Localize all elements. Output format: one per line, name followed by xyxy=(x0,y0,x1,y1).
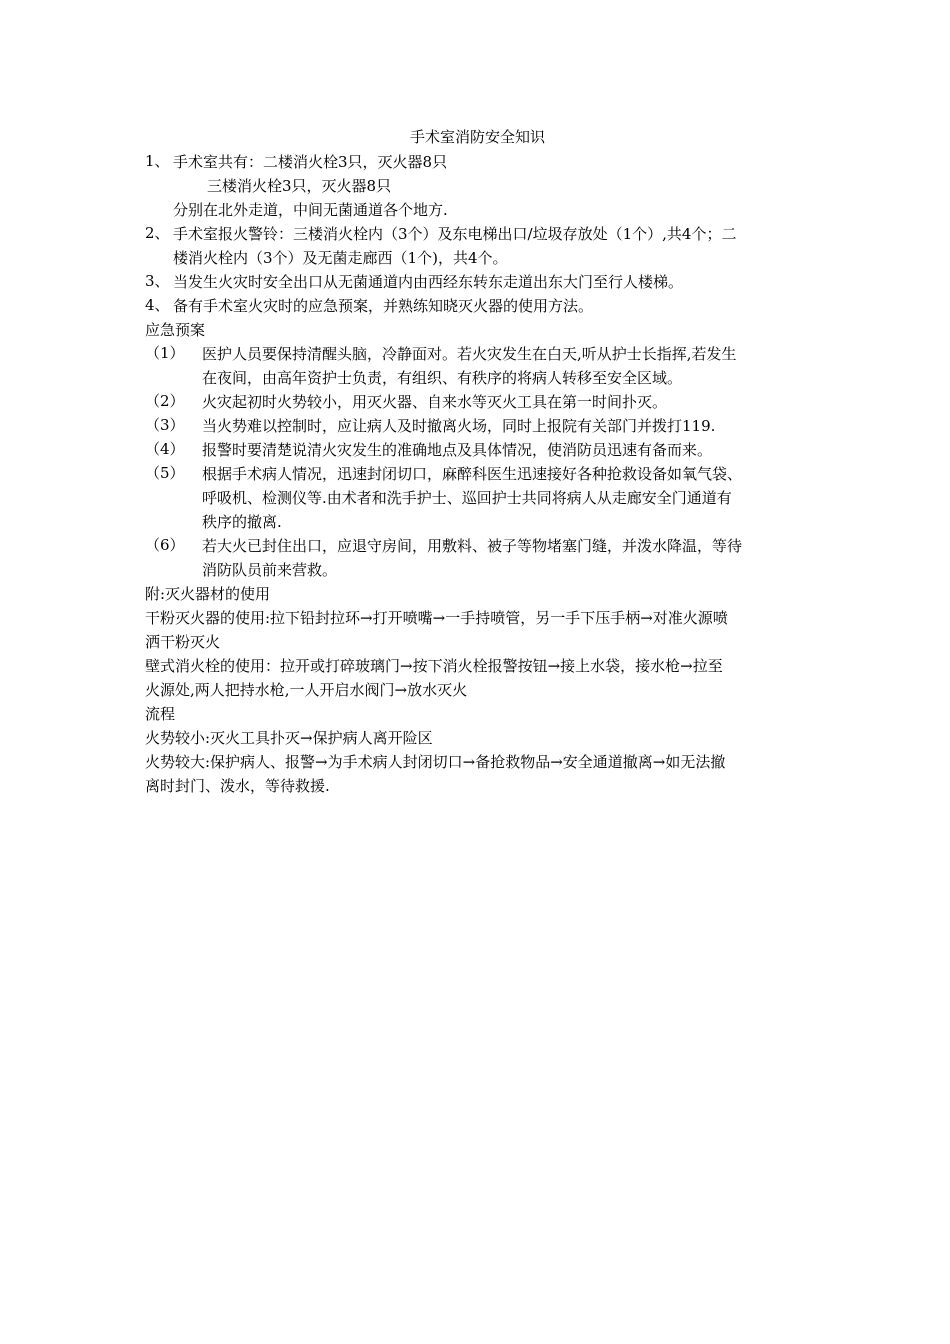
plan-item-line: 当火势难以控制时，应让病人及时撤离火场，同时上报院有关部门并拨打119. xyxy=(202,417,716,435)
plan-item-line: 报警时要清楚说清火灾发生的准确地点及具体情况，使消防员迅速有备而来。 xyxy=(202,441,713,459)
plan-item-number: （5） xyxy=(145,464,185,482)
list-item-4 xyxy=(145,294,810,318)
list-item-line: 备有手术室火灾时的应急预案，并熟练知晓灭火器的使用方法。 xyxy=(173,297,594,315)
plan-item-line: 消防队员前来营救。 xyxy=(202,561,338,579)
plan-item-text xyxy=(202,390,810,414)
plan-item-1 xyxy=(145,342,810,390)
list-item-tail-line: 分别在北外走道，中间无菌通道各个地方. xyxy=(173,201,448,219)
plan-item-number: （3） xyxy=(145,416,185,434)
list-item-line: 手术室共有：二楼消火栓3只，灭火器8只 xyxy=(173,153,448,171)
list-item-line: 当发生火灾时安全出口从无菌通道内由西经东转东走道出东大门至行人楼梯。 xyxy=(173,273,684,291)
appendix-paragraph-hydrant xyxy=(145,654,810,702)
list-item-text xyxy=(173,270,810,294)
paragraph-line: 洒干粉灭火 xyxy=(145,633,221,651)
appendix-paragraph-extinguisher xyxy=(145,606,810,654)
plan-item-6 xyxy=(145,534,810,582)
plan-heading: 应急预案 xyxy=(145,321,206,339)
plan-item-text xyxy=(202,414,810,438)
plan-item-line: 根据手术病人情况，迅速封闭切口，麻醉科医生迅速接好各种抢救设备如氧气袋、 xyxy=(202,465,743,483)
document-body xyxy=(145,124,810,798)
list-item-number: 4、 xyxy=(145,296,170,314)
plan-item-line: 医护人员要保持清醒头脑，冷静面对。若火灾发生在白天,听从护士长指挥,若发生 xyxy=(202,345,737,363)
plan-item-number: （2） xyxy=(145,392,185,410)
paragraph-line: 火势较小:灭火工具扑灭→保护病人离开险区 xyxy=(145,729,433,747)
list-item-1 xyxy=(145,150,810,174)
plan-item-line: 在夜间，由高年资护士负责，有组织、有秩序的将病人转移至安全区域。 xyxy=(202,369,683,387)
plan-item-3 xyxy=(145,414,810,438)
plan-item-text xyxy=(202,342,810,390)
flow-paragraph-small-fire xyxy=(145,726,810,750)
plan-item-text xyxy=(202,438,810,462)
list-item-3 xyxy=(145,270,810,294)
paragraph-line: 干粉灭火器的使用:拉下铅封拉环→打开喷嘴→一手持喷管，另一手下压手柄→对准火源喷 xyxy=(145,609,728,627)
plan-item-number: （1） xyxy=(145,344,185,362)
flow-paragraph-large-fire xyxy=(145,750,810,798)
plan-item-5 xyxy=(145,462,810,534)
list-item-text xyxy=(173,222,810,270)
list-item-text xyxy=(173,294,810,318)
list-item-number: 3、 xyxy=(145,272,170,290)
paragraph-line: 火源处,两人把持水枪,一人开启水阀门→放水灭火 xyxy=(145,681,468,699)
paragraph-line: 壁式消火栓的使用：拉开或打碎玻璃门→按下消火栓报警按钮→接上水袋，接水枪→拉至 xyxy=(145,657,723,675)
appendix-heading: 附:灭火器材的使用 xyxy=(145,585,271,603)
plan-item-number: （4） xyxy=(145,440,185,458)
plan-item-line: 呼吸机、检测仪等.由术者和洗手护士、巡回护士共同将病人从走廊安全门通道有 xyxy=(202,489,732,507)
list-item-number: 2、 xyxy=(145,224,170,242)
plan-item-4 xyxy=(145,438,810,462)
paragraph-line: 火势较大:保护病人、报警→为手术病人封闭切口→备抢救物品→安全通道撤离→如无法撤 xyxy=(145,753,726,771)
list-item-line: 手术室报火警铃：三楼消火栓内（3个）及东电梯出口/垃圾存放处（1个）,共4个；二 xyxy=(173,225,737,243)
plan-item-line: 秩序的撤离. xyxy=(202,513,282,531)
plan-item-text xyxy=(202,534,810,582)
paragraph-line: 离时封门、泼水，等待救援. xyxy=(145,777,330,795)
list-item-number: 1、 xyxy=(145,152,170,170)
list-item-2 xyxy=(145,222,810,270)
plan-item-number: （6） xyxy=(145,536,185,554)
flow-heading: 流程 xyxy=(145,705,176,723)
plan-item-2 xyxy=(145,390,810,414)
list-item-subline: 三楼消火栓3只，灭火器8只 xyxy=(207,177,392,195)
plan-item-line: 若大火已封住出口，应退守房间，用敷料、被子等物堵塞门缝，并泼水降温，等待 xyxy=(202,537,743,555)
plan-item-text xyxy=(202,462,810,534)
list-item-line: 楼消火栓内（3个）及无菌走廊西（1个)，共4个。 xyxy=(173,249,508,267)
plan-item-line: 火灾起初时火势较小，用灭火器、自来水等灭火工具在第一时间扑灭。 xyxy=(202,393,668,411)
document-title: 手术室消防安全知识 xyxy=(409,128,545,146)
list-item-text xyxy=(173,150,810,174)
